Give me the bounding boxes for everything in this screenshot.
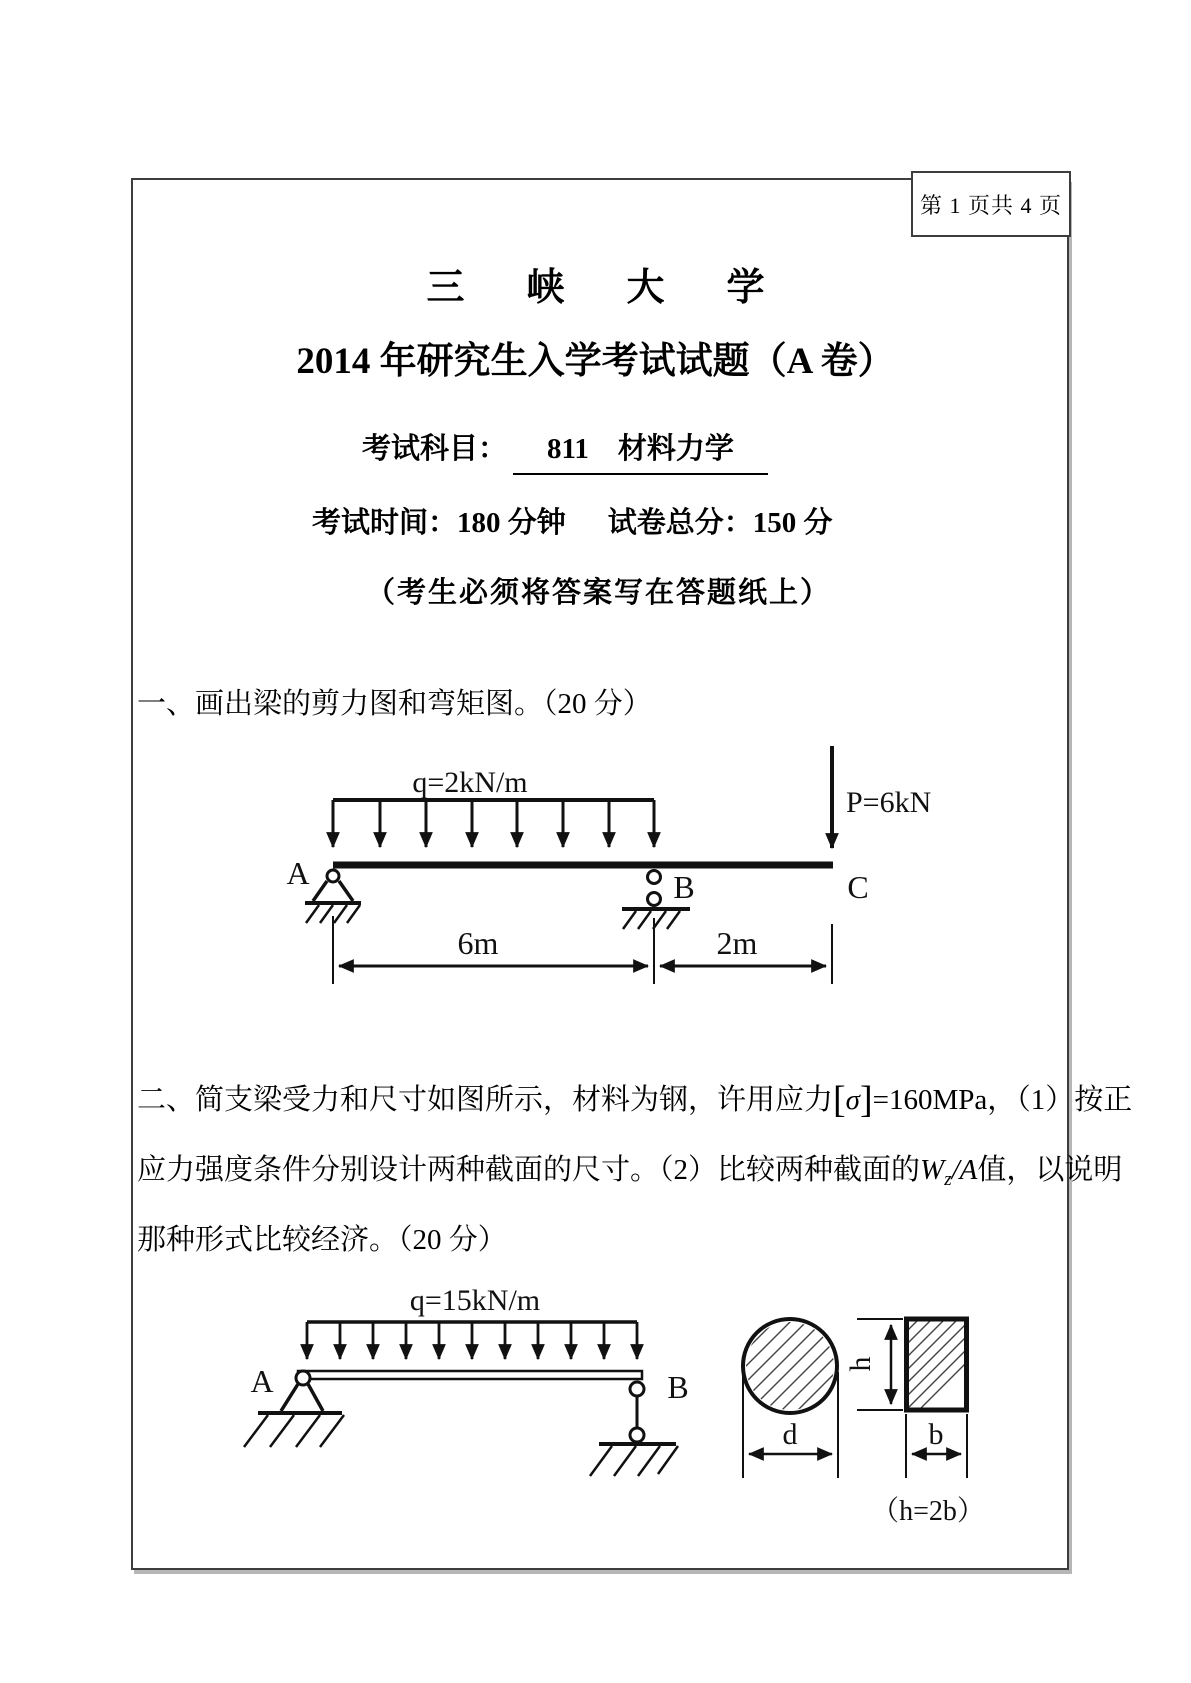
subject-row xyxy=(362,426,768,475)
subject-label: 考试科目： xyxy=(362,433,508,465)
time-score-row xyxy=(312,500,833,541)
q2-line1-text: 二、简支梁受力和尺寸如图所示，材料为钢，许用应力 xyxy=(137,1084,834,1116)
beam-q2 xyxy=(298,1371,642,1379)
question-2-line3: 那种形式比较经济。（20 分） xyxy=(137,1224,507,1256)
point-load-label: P=6kN xyxy=(846,786,932,819)
beam-diagram-2 xyxy=(230,1282,1020,1538)
distributed-load-label-q2: q=15kN/m xyxy=(409,1284,541,1317)
question-2-line2 xyxy=(137,1150,1122,1200)
support-b-label-q2: B xyxy=(667,1369,689,1405)
width-label: b xyxy=(928,1418,944,1451)
height-label: h xyxy=(844,1356,877,1372)
page-number-box xyxy=(911,171,1071,237)
exam-title: 2014 年研究生入学考试试题（A 卷） xyxy=(296,341,895,382)
circular-section xyxy=(666,1300,924,1478)
distributed-load-q2 xyxy=(307,1322,637,1359)
subject-value: 811 材料力学 xyxy=(513,426,768,475)
point-c-label: C xyxy=(847,869,869,905)
w-subscript: z xyxy=(944,1169,952,1190)
question-2-line1 xyxy=(137,1080,1132,1120)
q2-line2-text: 应力强度条件分别设计两种截面的尺寸。（2）比较两种截面的 xyxy=(137,1154,921,1186)
university-title: 三峡大学 xyxy=(426,267,827,309)
exam-note: （考生必须将答案写在答题纸上） xyxy=(366,577,832,609)
question-1-text: 一、画出梁的剪力图和弯矩图。（20 分） xyxy=(137,688,652,720)
span-ab-label: 6m xyxy=(457,925,499,961)
exam-duration: 考试时间：180 分钟 xyxy=(312,507,566,539)
support-b-roller-q2 xyxy=(590,1382,678,1476)
q2-line2-tail: 值，以说明 xyxy=(977,1154,1123,1186)
section-relation-label: （h=2b） xyxy=(871,1496,985,1527)
sigma-symbol: σ xyxy=(845,1084,860,1116)
slash-a-symbol: /A xyxy=(951,1154,978,1186)
diameter-label: d xyxy=(782,1418,798,1451)
total-score: 试卷总分：150 分 xyxy=(607,507,833,539)
q2-line1-tail: =160MPa，（1）按正 xyxy=(872,1084,1133,1116)
bracket-close: ] xyxy=(859,1079,873,1121)
beam-diagram-1 xyxy=(240,690,950,1002)
support-a-label-q1: A xyxy=(286,855,310,891)
distributed-load-q1 xyxy=(333,800,654,847)
support-a-label-q2: A xyxy=(250,1363,274,1399)
support-b-label-q1: B xyxy=(673,869,695,905)
w-symbol: W xyxy=(920,1154,945,1186)
support-a-pin-q1 xyxy=(305,870,361,923)
span-bc-label: 2m xyxy=(716,925,758,961)
bracket-open: [ xyxy=(833,1079,846,1121)
page-number: 第 1 页共 4 页 xyxy=(919,192,1062,218)
distributed-load-label-q1: q=2kN/m xyxy=(412,766,528,799)
